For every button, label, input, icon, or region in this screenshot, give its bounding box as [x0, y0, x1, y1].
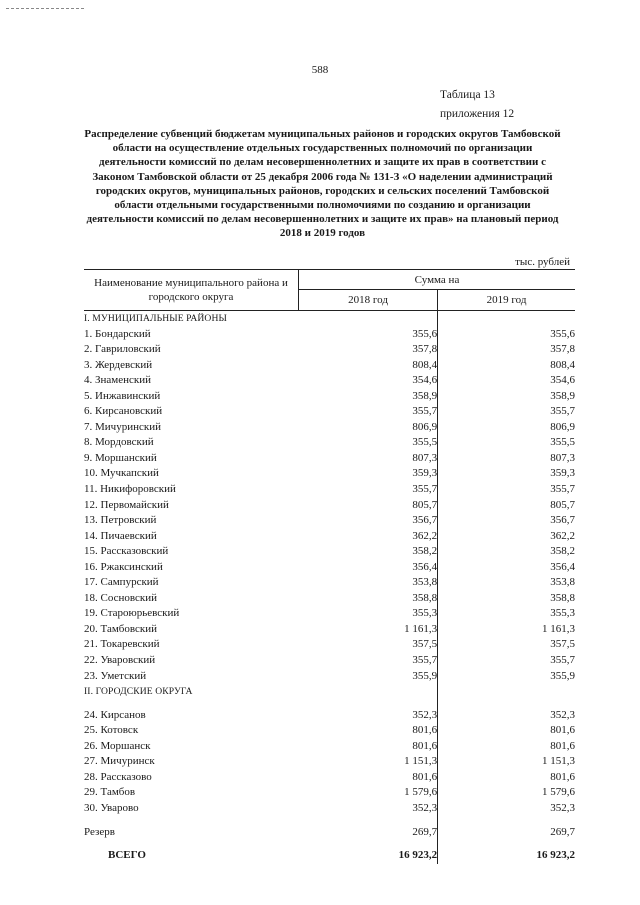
table-ref-line2: приложения 12 [440, 108, 515, 120]
table-row [84, 513, 575, 529]
empty-cell [438, 817, 575, 825]
empty-cell [299, 684, 438, 700]
table-row [84, 575, 575, 591]
empty-cell [84, 700, 299, 708]
value-2018: 355,3 [299, 606, 438, 622]
value-2019: 355,5 [550, 436, 575, 449]
table-row [84, 544, 575, 560]
row-name: 10. Мучкапский [84, 467, 159, 480]
value-2019: 354,6 [550, 374, 575, 387]
value-2019: 1 161,3 [542, 622, 575, 635]
row-name: 28. Рассказово [84, 770, 152, 783]
table-row [84, 560, 575, 576]
row-name: 29. Тамбов [84, 786, 136, 799]
header-sum: Сумма на [299, 270, 576, 290]
row-name: 11. Никифоровский [84, 483, 176, 496]
section-label: II. ГОРОДСКИЕ ОКРУГА [84, 686, 193, 698]
table-row [84, 529, 575, 545]
table-row [84, 606, 575, 622]
value-2019: 358,8 [550, 591, 575, 604]
value-2018: 357,8 [299, 342, 438, 358]
header-2018: 2018 год [299, 290, 438, 311]
value-2019: 808,4 [550, 358, 575, 371]
row-name: 20. Тамбовский [84, 622, 158, 635]
table-row [84, 622, 575, 638]
value-2018: 358,8 [299, 591, 438, 607]
document-title: Распределение субвенций бюджетам муниципальных районов и городских округов Тамбовской области на осуществление отдельных государственных полномочий по организации деятельности комиссий по делам несовершеннолетних и защите их прав в соответствии с Законом Тамбовской области от 25 декабря 2006 года № 131-З «О наделении администраций городских округов, муниципальных районов, городских и сельских поселений Тамбовской области отдельными государственными полномочиями по созданию и организации деятельности комиссий по делам несовершеннолетних и защите их прав» на плановый период 2018 и 2019 годов [84, 128, 561, 240]
row-name: 22. Уваровский [84, 654, 156, 667]
value-2018: 357,5 [299, 637, 438, 653]
header-2019: 2019 год [438, 290, 575, 311]
value-2019: 355,6 [550, 327, 575, 340]
value-2018: 1 579,6 [299, 785, 438, 801]
value-2019: 356,7 [550, 514, 575, 527]
value-2018: 1 151,3 [299, 754, 438, 770]
table-row [84, 373, 575, 389]
row-name: 14. Пичаевский [84, 529, 157, 542]
table-body [84, 311, 575, 864]
row-name: 30. Уварово [84, 801, 139, 814]
table-row [84, 498, 575, 514]
row-name: 13. Петровский [84, 514, 157, 527]
row-name: 6. Кирсановский [84, 405, 163, 418]
table-row [84, 653, 575, 669]
table-row [84, 739, 575, 755]
value-2019: 352,3 [550, 708, 575, 721]
spacer-row [84, 840, 575, 848]
value-2018: 801,6 [299, 739, 438, 755]
total-row [84, 848, 575, 864]
row-name: 27. Мичуринск [84, 755, 155, 768]
empty-cell [438, 700, 575, 708]
table-row [84, 723, 575, 739]
value-2018: 805,7 [299, 498, 438, 514]
value-2019: 359,3 [550, 467, 575, 480]
table-row [84, 466, 575, 482]
section-label: I. МУНИЦИПАЛЬНЫЕ РАЙОНЫ [84, 313, 227, 324]
value-2018: 355,7 [299, 653, 438, 669]
spacer-row [84, 700, 575, 708]
table-row [84, 342, 575, 358]
value-2019: 355,7 [550, 654, 575, 667]
value-2018: 806,9 [299, 420, 438, 436]
row-name: 26. Моршанск [84, 739, 151, 752]
value-2019: 358,2 [550, 545, 575, 558]
value-2018: 808,4 [299, 358, 438, 374]
table-row [84, 708, 575, 724]
spacer-row [84, 817, 575, 825]
row-name: 2. Гавриловский [84, 343, 161, 356]
table-row [84, 801, 575, 817]
value-2018: 356,7 [299, 513, 438, 529]
table-ref-line1: Таблица 13 [440, 89, 495, 101]
row-name: Резерв [84, 825, 115, 838]
value-2019: 16 923,2 [536, 849, 575, 862]
value-2019: 801,6 [550, 739, 575, 752]
row-name: 9. Моршанский [84, 451, 157, 464]
scan-edge-mark [6, 8, 84, 9]
row-name: 12. Первомайский [84, 498, 169, 511]
value-2019: 358,9 [550, 389, 575, 402]
value-2018: 362,2 [299, 529, 438, 545]
empty-cell [299, 817, 438, 825]
value-2018: 355,6 [299, 327, 438, 343]
reserve-row [84, 825, 575, 841]
table-row [84, 770, 575, 786]
row-name: 23. Уметский [84, 669, 147, 682]
value-2019: 806,9 [550, 420, 575, 433]
table-row [84, 591, 575, 607]
value-2018: 355,9 [299, 669, 438, 685]
value-2018: 359,3 [299, 466, 438, 482]
value-2018: 352,3 [299, 801, 438, 817]
value-2018: 353,8 [299, 575, 438, 591]
value-2018: 801,6 [299, 723, 438, 739]
table-row [84, 785, 575, 801]
row-name: 24. Кирсанов [84, 708, 146, 721]
value-2018: 16 923,2 [299, 848, 438, 864]
table-row [84, 420, 575, 436]
empty-cell [299, 311, 438, 327]
value-2019: 269,7 [550, 825, 575, 838]
empty-cell [84, 817, 299, 825]
row-name: 7. Мичуринский [84, 420, 161, 433]
value-2018: 355,5 [299, 435, 438, 451]
empty-cell [438, 840, 575, 848]
row-name: 4. Знаменский [84, 374, 152, 387]
empty-cell [299, 840, 438, 848]
value-2019: 362,2 [550, 529, 575, 542]
table-row [84, 669, 575, 685]
row-name: 19. Староюрьевский [84, 607, 180, 620]
value-2018: 358,9 [299, 389, 438, 405]
row-name: 18. Сосновский [84, 591, 158, 604]
table-row [84, 404, 575, 420]
row-name: 1. Бондарский [84, 327, 151, 340]
value-2019: 352,3 [550, 801, 575, 814]
value-2019: 356,4 [550, 560, 575, 573]
row-name: 5. Инжавинский [84, 389, 161, 402]
value-2018: 355,7 [299, 482, 438, 498]
value-2018: 356,4 [299, 560, 438, 576]
value-2019: 353,8 [550, 576, 575, 589]
value-2019: 807,3 [550, 451, 575, 464]
row-name: 15. Рассказовский [84, 545, 169, 558]
value-2018: 354,6 [299, 373, 438, 389]
row-name: 8. Мордовский [84, 436, 154, 449]
table-row [84, 358, 575, 374]
value-2018: 1 161,3 [299, 622, 438, 638]
row-name: 17. Сампурский [84, 576, 159, 589]
value-2019: 805,7 [550, 498, 575, 511]
value-2019: 355,7 [550, 483, 575, 496]
value-2018: 355,7 [299, 404, 438, 420]
value-2019: 355,9 [550, 669, 575, 682]
row-name: 21. Токаревский [84, 638, 160, 651]
value-2019: 357,5 [550, 638, 575, 651]
value-2018: 269,7 [299, 825, 438, 841]
row-name: 25. Котовск [84, 724, 139, 737]
value-2018: 358,2 [299, 544, 438, 560]
table-row [84, 637, 575, 653]
value-2018: 801,6 [299, 770, 438, 786]
value-2019: 801,6 [550, 770, 575, 783]
value-2019: 357,8 [550, 343, 575, 356]
section-header-city-districts [84, 684, 575, 700]
value-2019: 355,3 [550, 607, 575, 620]
table-row [84, 435, 575, 451]
table-row [84, 482, 575, 498]
subvention-table [84, 269, 575, 864]
row-name: ВСЕГО [108, 849, 146, 862]
table-reference [440, 86, 514, 124]
empty-cell [84, 840, 299, 848]
table-row [84, 451, 575, 467]
table-row [84, 327, 575, 343]
page-number: 588 [311, 64, 329, 76]
value-2018: 352,3 [299, 708, 438, 724]
empty-cell [299, 700, 438, 708]
value-2019: 801,6 [550, 724, 575, 737]
section-header-districts [84, 311, 575, 327]
row-name: 3. Жердевский [84, 358, 153, 371]
empty-cell [438, 311, 575, 327]
row-name: 16. Ржаксинский [84, 560, 163, 573]
value-2019: 355,7 [550, 405, 575, 418]
empty-cell [438, 684, 575, 700]
table-row [84, 389, 575, 405]
value-2019: 1 579,6 [542, 786, 575, 799]
header-name-column: Наименование муниципального района и городского округа [84, 270, 299, 311]
table-row [84, 754, 575, 770]
units-label: тыс. рублей [515, 256, 570, 268]
value-2018: 807,3 [299, 451, 438, 467]
value-2019: 1 151,3 [542, 755, 575, 768]
